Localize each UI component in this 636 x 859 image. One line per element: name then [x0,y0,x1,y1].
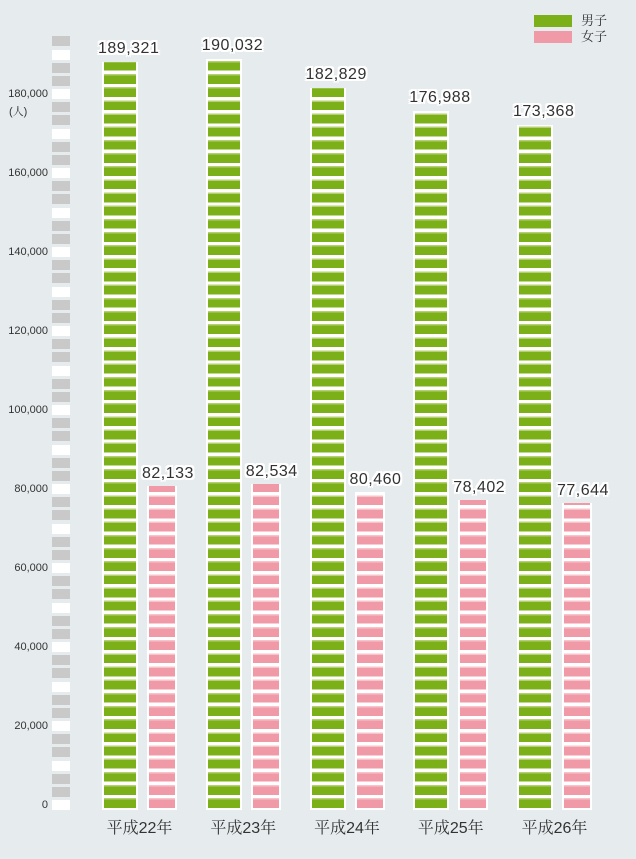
axis-ruler-block [52,287,70,297]
axis-ruler-block [52,352,70,362]
axis-ruler-block [52,761,70,771]
y-tick-label: 20,000 [14,720,48,732]
axis-ruler-block [52,300,70,310]
axis-ruler-block [52,576,70,586]
bar-female-stripes [149,486,175,808]
axis-ruler-block [52,682,70,692]
axis-ruler-block [52,260,70,270]
value-label-male: 173,368 [513,103,575,121]
y-tick-label: 80,000 [14,483,48,495]
axis-ruler-block [52,471,70,481]
bar-male-stripes [519,125,551,808]
legend-label-male: 男子 [581,13,608,28]
value-label-female: 78,402 [453,479,506,497]
bar-female-平成22年 [147,486,177,810]
y-tick-label: 120,000 [8,325,48,337]
axis-ruler-block [52,234,70,244]
axis-ruler-block [52,181,70,191]
value-label-female: 82,534 [245,462,298,480]
bar-male-stripes [415,111,447,808]
axis-ruler-block [52,273,70,283]
legend [534,15,607,47]
y-tick-label: 60,000 [14,562,48,574]
axis-ruler-block [52,405,70,415]
axis-ruler-block [52,63,70,73]
axis-ruler-block [52,497,70,507]
axis-ruler-block [52,142,70,152]
y-tick-label: 40,000 [14,641,48,653]
bar-male-stripes [104,62,136,808]
axis-ruler-block [52,247,70,257]
axis-ruler-block [52,221,70,231]
axis-ruler-block [52,115,70,125]
axis-ruler-block [52,431,70,441]
axis-ruler-block [52,326,70,336]
axis-ruler-block [52,524,70,534]
category-label: 平成24年 [314,820,380,837]
value-label-male: 182,829 [305,65,367,83]
y-tick-label: 180,000 [8,88,48,100]
axis-ruler-block [52,129,70,139]
bar-female-平成24年 [355,492,385,810]
axis-ruler-block [52,313,70,323]
legend-item-female [534,31,607,43]
axis-ruler-block [52,774,70,784]
bar-female-平成26年 [562,503,592,810]
axis-ruler-block [52,668,70,678]
axis-ruler-block [52,589,70,599]
axis-ruler-block [52,800,70,810]
bar-male-平成26年 [517,125,553,810]
axis-ruler-block [52,484,70,494]
axis-ruler-block [52,708,70,718]
value-label-male: 189,321 [98,40,160,58]
bar-male-平成24年 [310,88,346,810]
bar-female-平成25年 [458,500,488,810]
axis-ruler-block [52,102,70,112]
axis-ruler-block [52,787,70,797]
bar-female-stripes [460,500,486,808]
axis-ruler-block [52,339,70,349]
value-label-female: 80,460 [349,471,402,489]
axis-ruler-block [52,445,70,455]
y-axis-unit-label: (人) [9,106,28,118]
axis-ruler-block [52,510,70,520]
bar-female-stripes [253,484,279,808]
value-label-male: 190,032 [201,37,264,55]
axis-ruler-block [52,642,70,652]
axis-ruler-block [52,550,70,560]
value-label-female: 77,644 [557,482,609,500]
axis-ruler-block [52,734,70,744]
category-label: 平成26年 [521,820,588,837]
axis-ruler-block [52,194,70,204]
legend-label-female: 女子 [581,29,608,44]
bar-male-平成25年 [413,111,449,810]
axis-ruler-block [52,655,70,665]
y-tick-label: 160,000 [8,167,48,179]
y-tick-label: 140,000 [8,246,48,258]
axis-ruler-block [52,747,70,757]
male-color-swatch [534,15,572,27]
y-tick-label: 0 [41,799,48,811]
bar-female-stripes [564,503,590,808]
axis-ruler-block [52,76,70,86]
bar-male-stripes [312,88,344,808]
axis-ruler-block [52,379,70,389]
axis-ruler-block [52,208,70,218]
legend-item-male [534,15,607,27]
category-label: 平成22年 [106,820,173,837]
axis-ruler-block [52,616,70,626]
axis-ruler-block [52,418,70,428]
axis-ruler-block [52,629,70,639]
axis-ruler-block [52,721,70,731]
y-tick-label: 100,000 [8,404,48,416]
axis-ruler-block [52,392,70,402]
bar-male-平成22年 [102,62,138,810]
axis-ruler-block [52,537,70,547]
category-label: 平成25年 [417,820,484,837]
axis-ruler-block [52,366,70,376]
axis-ruler-block [52,603,70,613]
female-color-swatch [534,31,572,43]
bar-female-stripes [357,492,383,808]
bar-male-stripes [208,59,240,808]
axis-ruler-block [52,563,70,573]
axis-ruler-block [52,168,70,178]
value-label-male: 176,988 [409,88,471,106]
axis-ruler-block [52,458,70,468]
bar-male-平成23年 [206,59,242,810]
axis-ruler-block [52,50,70,60]
axis-ruler-block [52,155,70,165]
bar-female-平成23年 [251,484,281,810]
value-label-female: 82,133 [142,464,194,482]
axis-ruler-block [52,89,70,99]
category-label: 平成23年 [210,820,277,837]
axis-ruler-block [52,695,70,705]
axis-ruler-block [52,36,70,46]
